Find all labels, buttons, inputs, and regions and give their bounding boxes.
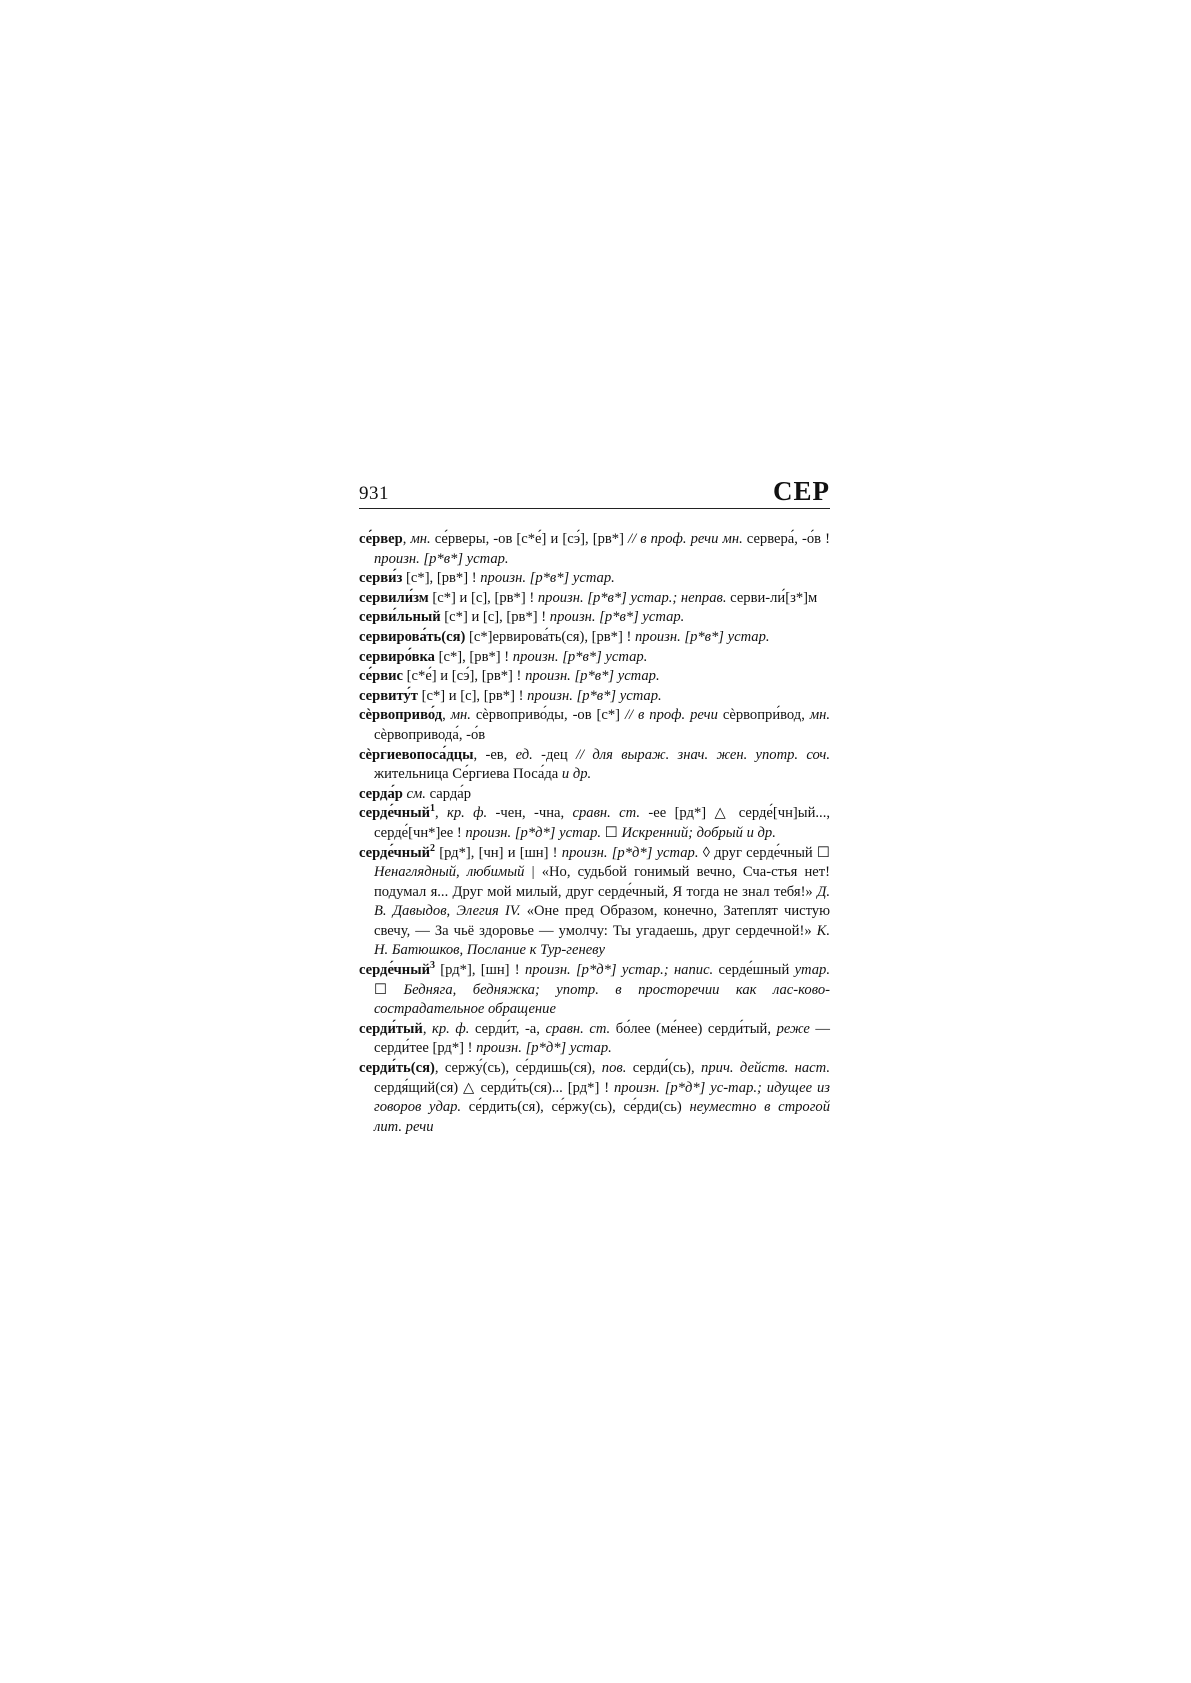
entry-headword: серви́льный	[359, 609, 441, 626]
entry-headword: серде́чный	[359, 962, 430, 979]
entry-servitut: сервиту́т [с*] и [с], [рв*] ! произн. [р*в*] устар.	[359, 687, 662, 704]
entry-headword: серде́чный	[359, 844, 430, 861]
entry-servoprivod: сѐрвоприво́д, мн. сѐрвоприво́ды, -ов [с*] // в проф. речи сѐрвопри́вод, мн. сѐрвопривода́, -о́в	[359, 707, 831, 743]
page-number: 931	[359, 483, 389, 504]
entry-headword: се́рвис	[359, 668, 404, 685]
running-head: СЕР	[773, 476, 830, 506]
entry-servirovka: сервиро́вка [с*], [рв*] ! произн. [р*в*] устар.	[359, 648, 648, 665]
entry-headword: сѐргиевопоса́дцы	[359, 746, 474, 763]
page-header	[359, 474, 830, 509]
entry-servis: се́рвис [с*е́] и [сэ́], [рв*] ! произн. [р*в*] устар.	[359, 668, 660, 685]
entry-serdechny-1: серде́чный$^1$, кр. ф. -чен, -чна, сравн. ст. -ее [рд*] △ серде́[чн]ый..., серде́[чн*]ее ! произн. [р*д*] устар. ☐ Искренний; добрый и др.	[359, 803, 830, 841]
homonym-number: 3	[430, 960, 435, 972]
entry-servilny: серви́льный [с*] и [с], [рв*] ! произн. [р*в*] устар.	[359, 609, 685, 626]
entry-headword: се́рвер	[359, 531, 403, 547]
entry-headword: сервили́зм	[359, 589, 429, 606]
entry-serdechny-3: серде́чный$^3$ [рд*], [шн] ! произн. [р*д*] устар.; напис. серде́шный утар. ☐ Бедняга, бедняжка; употр. в просторечии как лас-ково-сострадательное обращение	[359, 960, 830, 1018]
entry-serdit: серди́ть(ся), сержу́(сь), се́рдишь(ся), пов. серди́(сь), прич. действ. наст. сердя́щий(ся) △ серди́ть(ся)... [рд*] ! произн. [р*д*] ус-тар.; идущее из говоров удар. се́рдить(ся), се́ржу(сь), се́рди(сь) неуместно в строгой лит. речи	[359, 1060, 830, 1135]
entry-headword: серда́р	[359, 785, 403, 802]
entry-headword: сервиту́т	[359, 687, 418, 704]
entry-headword: серде́чный	[359, 805, 430, 822]
entry-serdity: серди́тый, кр. ф. серди́т, -а, сравн. ст. бо́лее (ме́нее) серди́тый, реже — серди́тее [рд*] ! произн. [р*д*] устар.	[359, 1020, 831, 1057]
entry-headword: сѐрвоприво́д	[359, 707, 443, 724]
entry-headword: серди́тый	[359, 1020, 423, 1037]
entry-headword: сервирова́ть(ся)	[359, 628, 466, 645]
entry-sergievoposadtsy: сѐргиевопоса́дцы, -ев, ед. -дец // для выраж. знач. жен. употр. соч. жительница Се́ргиева Поса́да и др.	[359, 746, 831, 783]
entry-serviz: серви́з [с*], [рв*] ! произн. [р*в*] устар.	[359, 570, 615, 587]
entry-serdechny-2: серде́чный$^2$ [рд*], [чн] и [шн] ! произн. [р*д*] устар. ◊ друг серде́чный ☐ Ненаглядный, любимый | «Но, судьбой гонимый вечно, Сча-стья нет! подумал я... Друг мой милый, друг серде́чный, Я тогда не знал тебя!» Д. В. Давыдов, Элегия IV. «Оне пред Образом, конечно, Затеплят чистую свечу, — За чьё здоровье — умолчу: Ты угадаешь, друг сердечной!» К. Н. Батюшков, Послание к Тур-геневу	[359, 842, 830, 959]
entry-serdar: серда́р см. сарда́р	[359, 785, 472, 802]
entry-servirovat: сервирова́ть(ся) [с*]ервирова́ть(ся), [рв*] ! произн. [р*в*] устар.	[359, 628, 770, 645]
entry-headword: серди́ть(ся)	[359, 1060, 435, 1077]
homonym-number: 1	[430, 803, 435, 815]
entry-servilizm: сервили́зм [с*] и [с], [рв*] ! произн. [р*в*] устар.; неправ. серви-ли́[з*]м	[359, 589, 818, 606]
entry-server: се́рвер, мн. се́рверы, -ов [с*е́] и [сэ́], [рв*] // в проф. речи мн. сервера́, -о́в ! произн. [р*в*] устар.	[359, 531, 830, 567]
entry-headword: сервиро́вка	[359, 648, 435, 665]
dictionary-entries	[359, 530, 830, 1137]
entry-headword: серви́з	[359, 570, 403, 587]
homonym-number: 2	[430, 842, 435, 854]
